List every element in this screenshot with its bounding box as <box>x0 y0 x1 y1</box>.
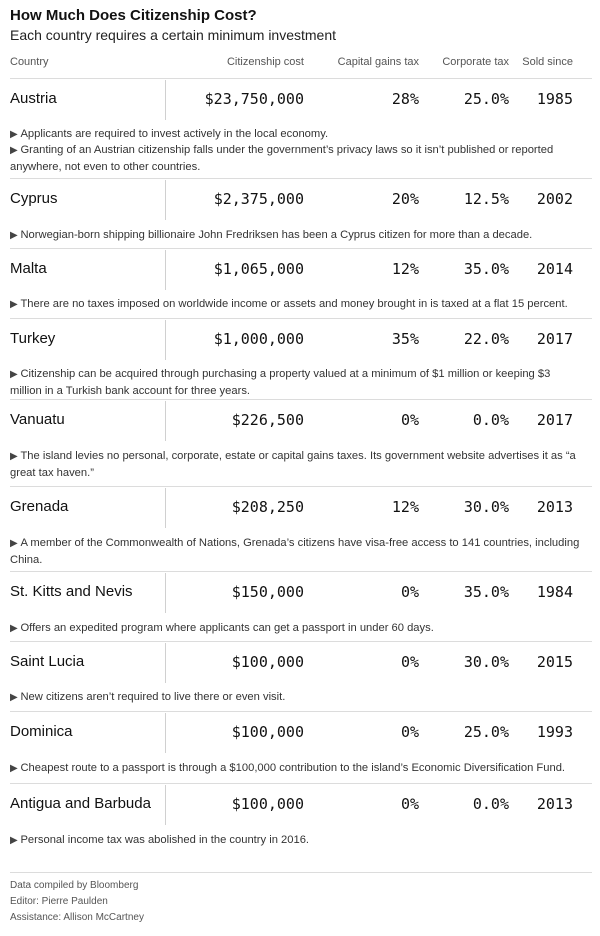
corporate-tax-cell: 35.0% <box>463 583 509 601</box>
country-cell: Austria <box>10 90 57 107</box>
sold-since-cell: 2017 <box>536 411 573 429</box>
triangle-right-icon: ▶ <box>10 451 21 462</box>
corporate-tax-cell: 35.0% <box>463 260 509 278</box>
country-cell: Cyprus <box>10 190 58 207</box>
cost-cell: $226,500 <box>231 411 304 429</box>
row-note <box>10 620 582 637</box>
note-text: There are no taxes imposed on worldwide income or assets and money brought in is taxed at a flat 15 percent. <box>20 298 568 310</box>
triangle-right-icon: ▶ <box>10 230 21 241</box>
capital-gains-cell: 0% <box>400 583 419 601</box>
triangle-right-icon: ▶ <box>10 763 21 774</box>
triangle-right-icon: ▶ <box>10 299 21 310</box>
triangle-right-icon: ▶ <box>10 538 21 549</box>
row-note <box>10 448 582 481</box>
row-note <box>10 296 582 313</box>
note-text: Applicants are required to invest actively in the local economy. <box>20 128 329 140</box>
country-cell: Turkey <box>10 330 56 347</box>
column-divider <box>165 785 166 825</box>
capital-gains-cell: 0% <box>400 653 419 671</box>
column-divider <box>165 488 166 528</box>
capital-gains-cell: 12% <box>391 498 419 516</box>
row-note <box>10 126 582 143</box>
sold-since-cell: 2015 <box>536 653 573 671</box>
capital-gains-cell: 0% <box>400 723 419 741</box>
note-text: Norwegian-born shipping billionaire John Fredriksen has been a Cyprus citizen for more than a decade. <box>20 229 533 241</box>
corporate-tax-cell: 22.0% <box>463 330 509 348</box>
capital-gains-cell: 0% <box>400 411 419 429</box>
country-cell: Antigua and Barbuda <box>10 795 151 812</box>
cost-cell: $100,000 <box>231 653 304 671</box>
sold-since-cell: 1993 <box>536 723 573 741</box>
row-note <box>10 689 582 706</box>
corporate-tax-cell: 0.0% <box>472 795 509 813</box>
footer-divider <box>10 872 592 873</box>
note-text: New citizens aren’t required to live there or even visit. <box>20 691 286 703</box>
capital-gains-cell: 12% <box>391 260 419 278</box>
column-header-corporate: Corporate tax <box>442 56 509 68</box>
note-text: A member of the Commonwealth of Nations, Grenada’s citizens have visa-free access to 141 countries, including China. <box>10 537 580 566</box>
cost-cell: $100,000 <box>231 795 304 813</box>
page-subtitle: Each country requires a certain minimum investment <box>10 27 337 43</box>
sold-since-cell: 2013 <box>536 498 573 516</box>
sold-since-cell: 1985 <box>536 90 573 108</box>
table-row <box>0 488 600 528</box>
row-divider <box>10 486 592 487</box>
column-divider <box>165 713 166 753</box>
footer-editor: Editor: Pierre Paulden <box>10 896 108 907</box>
country-cell: Dominica <box>10 723 73 740</box>
table-row <box>0 643 600 683</box>
row-divider <box>10 178 592 179</box>
row-note <box>10 366 582 399</box>
row-note <box>10 832 582 849</box>
country-cell: Vanuatu <box>10 411 65 428</box>
corporate-tax-cell: 25.0% <box>463 723 509 741</box>
table-row <box>0 80 600 120</box>
triangle-right-icon: ▶ <box>10 145 21 156</box>
cost-cell: $2,375,000 <box>213 190 304 208</box>
column-header-cost: Citizenship cost <box>226 56 304 68</box>
country-cell: St. Kitts and Nevis <box>10 583 133 600</box>
row-divider <box>10 641 592 642</box>
column-header-sold-since: Sold since <box>522 56 573 68</box>
table-row <box>0 401 600 441</box>
table-row <box>0 180 600 220</box>
sold-since-cell: 2002 <box>536 190 573 208</box>
note-text: Granting of an Austrian citizenship falls under the government’s privacy laws so it isn’t published or reported anywhere, not even to other countries. <box>10 144 554 173</box>
cost-cell: $150,000 <box>231 583 304 601</box>
corporate-tax-cell: 25.0% <box>463 90 509 108</box>
column-divider <box>165 250 166 290</box>
row-divider <box>10 399 592 400</box>
page-title: How Much Does Citizenship Cost? <box>10 7 257 24</box>
row-divider <box>10 248 592 249</box>
column-divider <box>165 401 166 441</box>
capital-gains-cell: 35% <box>391 330 419 348</box>
country-cell: Saint Lucia <box>10 653 85 670</box>
capital-gains-cell: 0% <box>400 795 419 813</box>
footer-source: Data compiled by Bloomberg <box>10 880 139 891</box>
corporate-tax-cell: 0.0% <box>472 411 509 429</box>
row-divider <box>10 571 592 572</box>
row-divider <box>10 78 592 79</box>
table-row <box>0 320 600 360</box>
column-divider <box>165 320 166 360</box>
row-divider <box>10 318 592 319</box>
country-cell: Grenada <box>10 498 69 515</box>
sold-since-cell: 2013 <box>536 795 573 813</box>
note-text: The island levies no personal, corporate, estate or capital gains taxes. Its government website advertises it as “a great tax haven.” <box>10 450 576 479</box>
footer-assistance: Assistance: Allison McCartney <box>10 912 144 923</box>
sold-since-cell: 2017 <box>536 330 573 348</box>
corporate-tax-cell: 12.5% <box>463 190 509 208</box>
country-cell: Malta <box>10 260 47 277</box>
table-row <box>0 573 600 613</box>
triangle-right-icon: ▶ <box>10 369 21 380</box>
cost-cell: $100,000 <box>231 723 304 741</box>
capital-gains-cell: 28% <box>391 90 419 108</box>
note-text: Cheapest route to a passport is through a $100,000 contribution to the island’s Economic Diversification Fund. <box>20 762 566 774</box>
column-header-country: Country <box>10 56 49 68</box>
capital-gains-cell: 20% <box>391 190 419 208</box>
row-divider <box>10 711 592 712</box>
table-row <box>0 785 600 825</box>
sold-since-cell: 2014 <box>536 260 573 278</box>
cost-cell: $208,250 <box>231 498 304 516</box>
note-text: Offers an expedited program where applicants can get a passport in under 60 days. <box>20 622 434 634</box>
triangle-right-icon: ▶ <box>10 692 21 703</box>
row-note <box>10 535 582 568</box>
sold-since-cell: 1984 <box>536 583 573 601</box>
column-divider <box>165 643 166 683</box>
column-header-capital-gains: Capital gains tax <box>337 56 419 68</box>
corporate-tax-cell: 30.0% <box>463 498 509 516</box>
corporate-tax-cell: 30.0% <box>463 653 509 671</box>
note-text: Citizenship can be acquired through purchasing a property valued at a minimum of $1 million or keeping $3 million in a Turkish bank account for three years. <box>10 368 551 397</box>
row-note <box>10 142 582 175</box>
triangle-right-icon: ▶ <box>10 623 21 634</box>
cost-cell: $23,750,000 <box>204 90 304 108</box>
triangle-right-icon: ▶ <box>10 835 21 846</box>
row-divider <box>10 783 592 784</box>
row-note <box>10 227 582 244</box>
cost-cell: $1,065,000 <box>213 260 304 278</box>
note-text: Personal income tax was abolished in the country in 2016. <box>20 834 310 846</box>
column-divider <box>165 180 166 220</box>
cost-cell: $1,000,000 <box>213 330 304 348</box>
row-note <box>10 760 582 777</box>
table-row <box>0 713 600 753</box>
triangle-right-icon: ▶ <box>10 129 21 140</box>
table-row <box>0 250 600 290</box>
column-divider <box>165 573 166 613</box>
column-divider <box>165 80 166 120</box>
